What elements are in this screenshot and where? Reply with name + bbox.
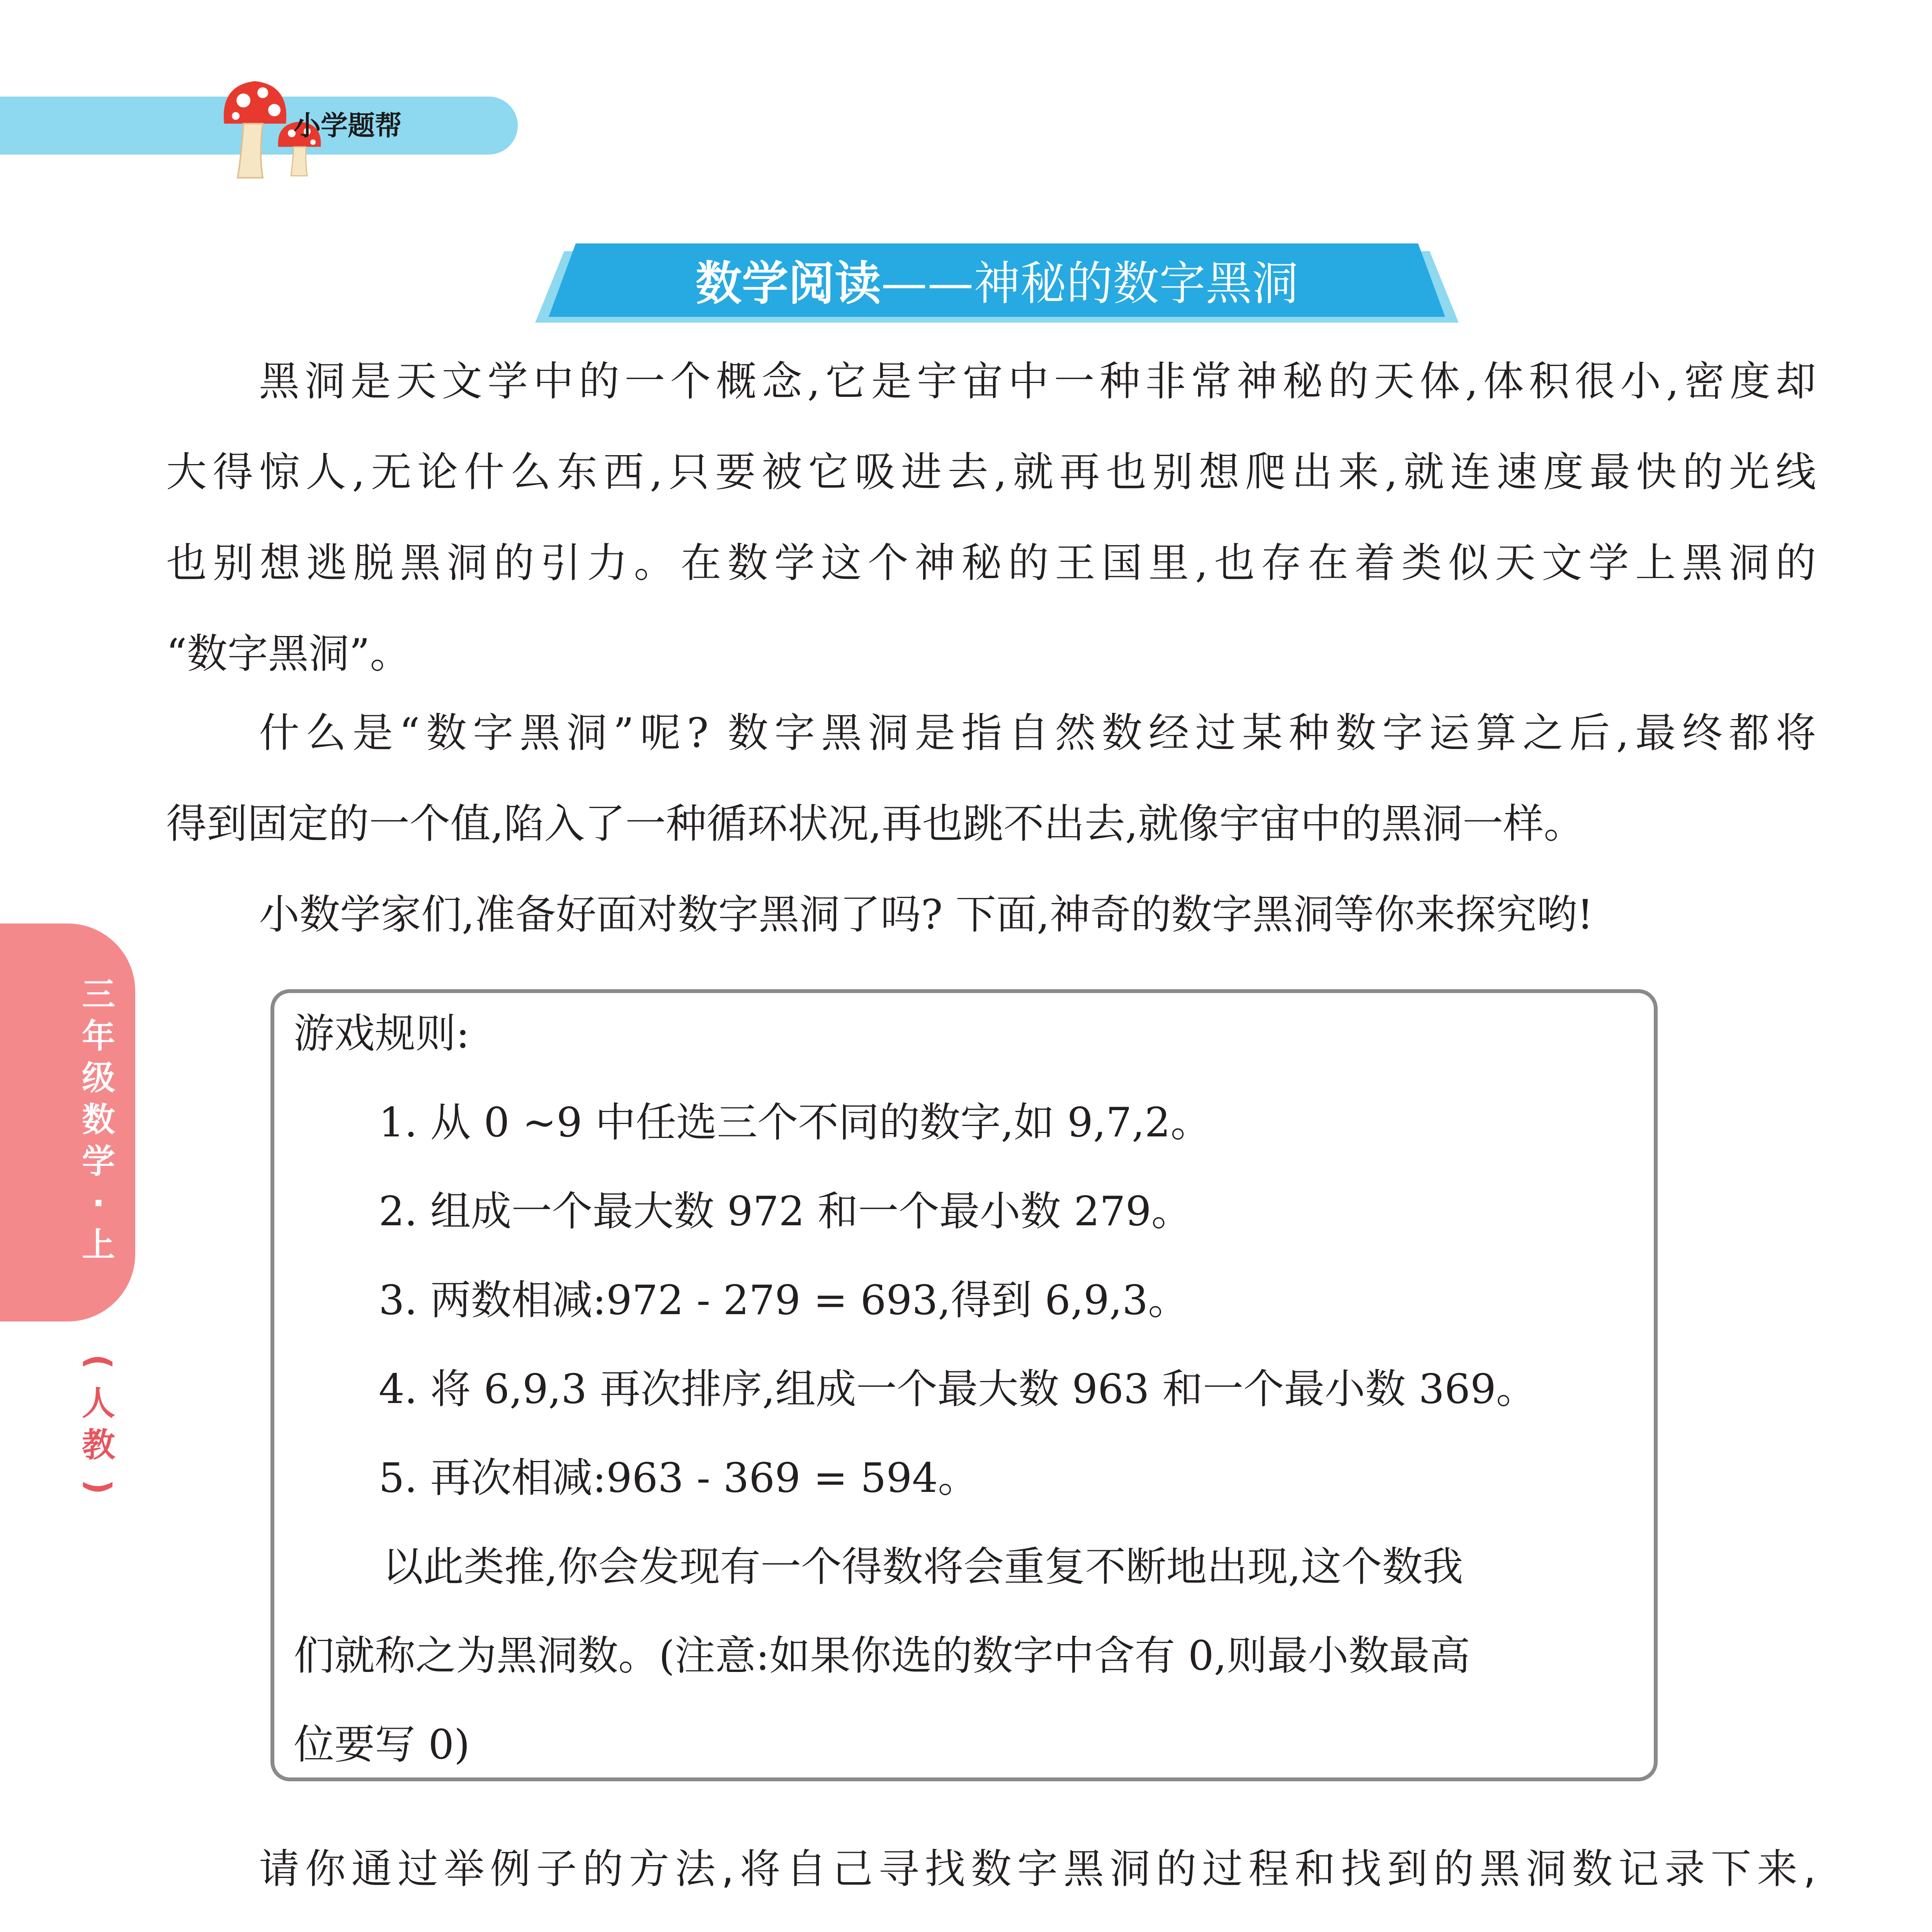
- paragraph-invite: [166, 869, 1816, 960]
- rules-step: 4. 将 6,9,3 再次排序,组成一个最大数 963 和一个最小数 369。: [379, 1366, 1537, 1413]
- side-char: 三: [82, 975, 115, 1014]
- text-line: 大得惊人,无论什么东西,只要被它吸进去,就再也别想爬出来,就连速度最快的光线: [166, 449, 1816, 496]
- title-sub: 神秘的数字黑洞: [974, 257, 1298, 311]
- paragraph-definition: [166, 688, 1816, 869]
- rules-step: 2. 组成一个最大数 972 和一个最小数 279。: [379, 1188, 1192, 1235]
- text-line: 小数学家们,准备好面对数字黑洞了吗? 下面,神奇的数字黑洞等你来探究哟!: [259, 891, 1594, 938]
- side-tab-grade: [77, 974, 120, 1266]
- side-char: 教: [82, 1426, 115, 1464]
- side-char: ): [79, 1479, 118, 1495]
- text-line: 黑洞是天文学中的一个概念,它是宇宙中一种非常神秘的天体,体积很小,密度却: [259, 358, 1816, 405]
- text-line: “数字黑洞”。: [166, 630, 411, 677]
- rules-step: 5. 再次相减:963 - 369 = 594。: [379, 1454, 979, 1502]
- text-line: [166, 1915, 1816, 1932]
- page-title: [533, 243, 1461, 325]
- title-dash: ——: [881, 257, 974, 311]
- paragraph-intro: [166, 336, 1816, 699]
- side-char: 级: [82, 1059, 115, 1097]
- side-char: (: [79, 1354, 118, 1369]
- text-line: 请你通过举例子的方法,将自己寻找数字黑洞的过程和找到的黑洞数记录下来,: [259, 1845, 1816, 1893]
- side-char: 数: [82, 1100, 115, 1139]
- side-char: 学: [82, 1142, 115, 1181]
- side-tab-edition: [77, 1341, 120, 1508]
- text-line: 也别想逃脱黑洞的引力。在数学这个神秘的王国里,也存在着类似天文学上黑洞的: [166, 539, 1816, 587]
- text-line: 什么是“数字黑洞”呢? 数字黑洞是指自然数经过某种数字运算之后,最终都将: [259, 709, 1816, 757]
- header-brand: 小学题帮: [294, 110, 402, 141]
- rules-step: 3. 两数相减:972 - 279 = 693,得到 6,9,3。: [379, 1277, 1189, 1324]
- rules-conclusion: 们就称之为黑洞数。(注意:如果你选的数字中含有 0,则最小数最高: [294, 1632, 1470, 1679]
- text-line: 得到固定的一个值,陷入了一种循环状况,再也跳不出去,就像宇宙中的黑洞一样。: [166, 800, 1585, 847]
- rules-conclusion: 以此类推,你会发现有一个得数将会重复不断地出现,这个数我: [383, 1543, 1463, 1590]
- side-char: 上: [82, 1226, 115, 1264]
- task-prompt: [166, 1824, 1816, 1932]
- rules-heading: 游戏规则:: [294, 1010, 470, 1057]
- rules-step: 1. 从 0 ~9 中任选三个不同的数字,如 9,7,2。: [379, 1099, 1211, 1146]
- rules-conclusion: 位要写 0): [294, 1721, 470, 1768]
- side-char: 人: [82, 1384, 115, 1423]
- side-char: 年: [82, 1017, 115, 1056]
- side-char: ·: [92, 1184, 105, 1223]
- title-main: 数学阅读: [696, 257, 881, 311]
